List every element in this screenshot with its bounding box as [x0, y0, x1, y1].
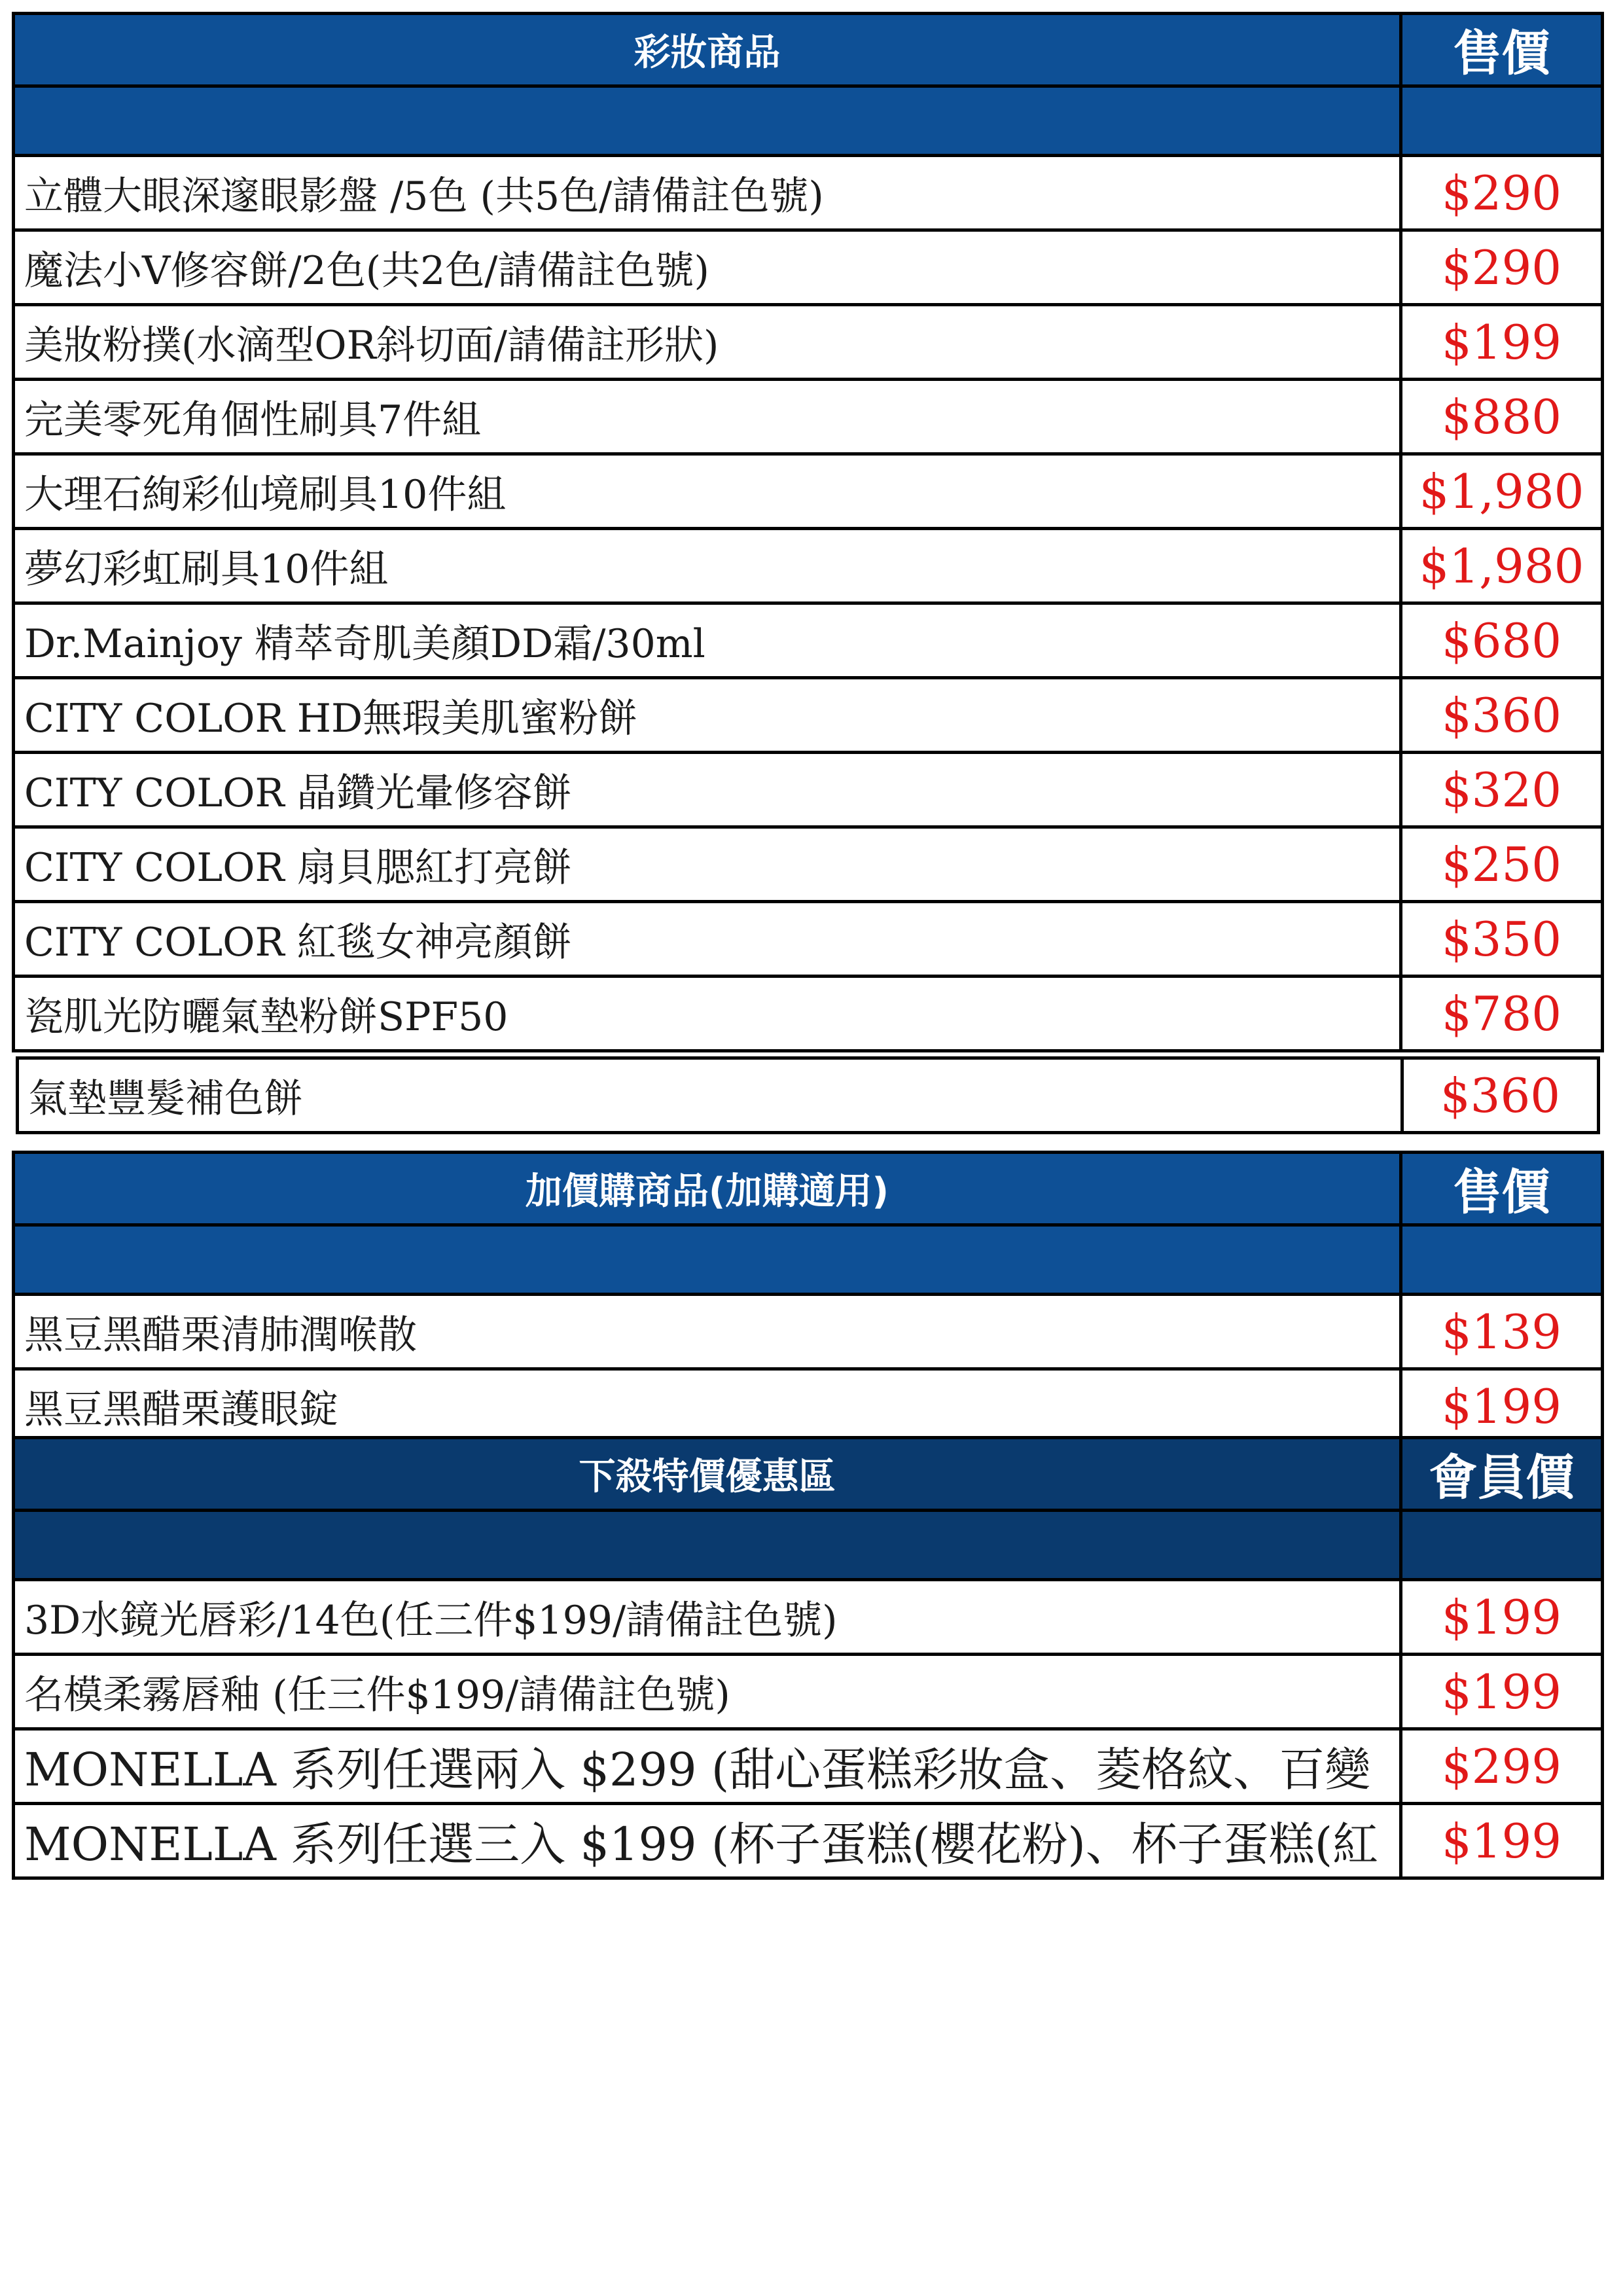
- item-name: MONELLA 系列任選兩入 $299 (甜心蛋糕彩妝盒、菱格紋、百變: [14, 1729, 1401, 1804]
- item-name: 氣墊豐髮補色餅: [18, 1058, 1402, 1133]
- item-name: 瓷肌光防曬氣墊粉餅SPF50: [14, 977, 1401, 1051]
- addon-table: [12, 1151, 1604, 1445]
- item-price: $880: [1401, 380, 1603, 454]
- cosmetics-header-row: [14, 14, 1603, 86]
- table-row: [14, 1729, 1603, 1804]
- table-row: [14, 529, 1603, 603]
- item-name: 魔法小V修容餅/2色(共2色/請備註色號): [14, 230, 1401, 305]
- item-name: 大理石絢彩仙境刷具10件組: [14, 454, 1401, 529]
- subheader-cell: [14, 1225, 1401, 1295]
- table-row: [14, 156, 1603, 230]
- sale-header-title: 下殺特價優惠區: [14, 1438, 1401, 1511]
- subheader-cell: [1401, 1511, 1603, 1580]
- subheader-cell: [1401, 86, 1603, 156]
- item-price: $199: [1401, 1580, 1603, 1655]
- table-row: [14, 827, 1603, 902]
- addon-header-price: 售價: [1401, 1153, 1603, 1225]
- sale-header-row: [14, 1438, 1603, 1511]
- table-row: [14, 305, 1603, 380]
- cosmetics-subheader-row: [14, 86, 1603, 156]
- item-price: $199: [1401, 1369, 1603, 1444]
- item-name: CITY COLOR 紅毯女神亮顏餅: [14, 902, 1401, 977]
- item-price: $780: [1401, 977, 1603, 1051]
- item-name: 夢幻彩虹刷具10件組: [14, 529, 1401, 603]
- addon-header-title: 加價購商品(加購適用): [14, 1153, 1401, 1225]
- item-price: $299: [1401, 1729, 1603, 1804]
- table-row: [14, 902, 1603, 977]
- item-name: 美妝粉撲(水滴型OR斜切面/請備註形狀): [14, 305, 1401, 380]
- item-price: $320: [1401, 753, 1603, 827]
- item-name: 立體大眼深邃眼影盤 /5色 (共5色/請備註色號): [14, 156, 1401, 230]
- subheader-cell: [14, 1511, 1401, 1580]
- addon-header-row: [14, 1153, 1603, 1225]
- addon-subheader-row: [14, 1225, 1603, 1295]
- subheader-cell: [14, 86, 1401, 156]
- table-row: [14, 1295, 1603, 1369]
- item-name: 黑豆黑醋栗護眼錠: [14, 1369, 1401, 1444]
- table-row: [14, 753, 1603, 827]
- item-price: $360: [1401, 678, 1603, 753]
- table-row: [18, 1058, 1599, 1133]
- table-row: [14, 1804, 1603, 1878]
- extra-item-table: [16, 1056, 1600, 1134]
- table-row: [14, 1655, 1603, 1729]
- table-row: [14, 380, 1603, 454]
- item-name: CITY COLOR 扇貝腮紅打亮餅: [14, 827, 1401, 902]
- item-price: $250: [1401, 827, 1603, 902]
- sale-subheader-row: [14, 1511, 1603, 1580]
- item-name: CITY COLOR HD無瑕美肌蜜粉餅: [14, 678, 1401, 753]
- item-name: CITY COLOR 晶鑽光暈修容餅: [14, 753, 1401, 827]
- item-price: $360: [1402, 1058, 1599, 1133]
- item-price: $139: [1401, 1295, 1603, 1369]
- table-row: [14, 603, 1603, 678]
- table-row: [14, 977, 1603, 1051]
- item-price: $680: [1401, 603, 1603, 678]
- item-price: $1,980: [1401, 529, 1603, 603]
- item-price: $199: [1401, 1804, 1603, 1878]
- sale-header-price: 會員價: [1401, 1438, 1603, 1511]
- table-row: [14, 454, 1603, 529]
- item-name: MONELLA 系列任選三入 $199 (杯子蛋糕(櫻花粉)、杯子蛋糕(紅: [14, 1804, 1401, 1878]
- item-name: 3D水鏡光唇彩/14色(任三件$199/請備註色號): [14, 1580, 1401, 1655]
- item-price: $290: [1401, 230, 1603, 305]
- item-name: 名模柔霧唇釉 (任三件$199/請備註色號): [14, 1655, 1401, 1729]
- cosmetics-table: [12, 12, 1604, 1052]
- table-row: [14, 1580, 1603, 1655]
- item-price: $1,980: [1401, 454, 1603, 529]
- table-row: [14, 678, 1603, 753]
- item-name: 黑豆黑醋栗清肺潤喉散: [14, 1295, 1401, 1369]
- item-price: $199: [1401, 1655, 1603, 1729]
- sale-table: [12, 1436, 1604, 1880]
- cosmetics-header-price: 售價: [1401, 14, 1603, 86]
- table-row: [14, 1369, 1603, 1444]
- subheader-cell: [1401, 1225, 1603, 1295]
- item-price: $199: [1401, 305, 1603, 380]
- item-price: $290: [1401, 156, 1603, 230]
- item-name: Dr.Mainjoy 精萃奇肌美顏DD霜/30ml: [14, 603, 1401, 678]
- item-name: 完美零死角個性刷具7件組: [14, 380, 1401, 454]
- item-price: $350: [1401, 902, 1603, 977]
- cosmetics-header-title: 彩妝商品: [14, 14, 1401, 86]
- table-row: [14, 230, 1603, 305]
